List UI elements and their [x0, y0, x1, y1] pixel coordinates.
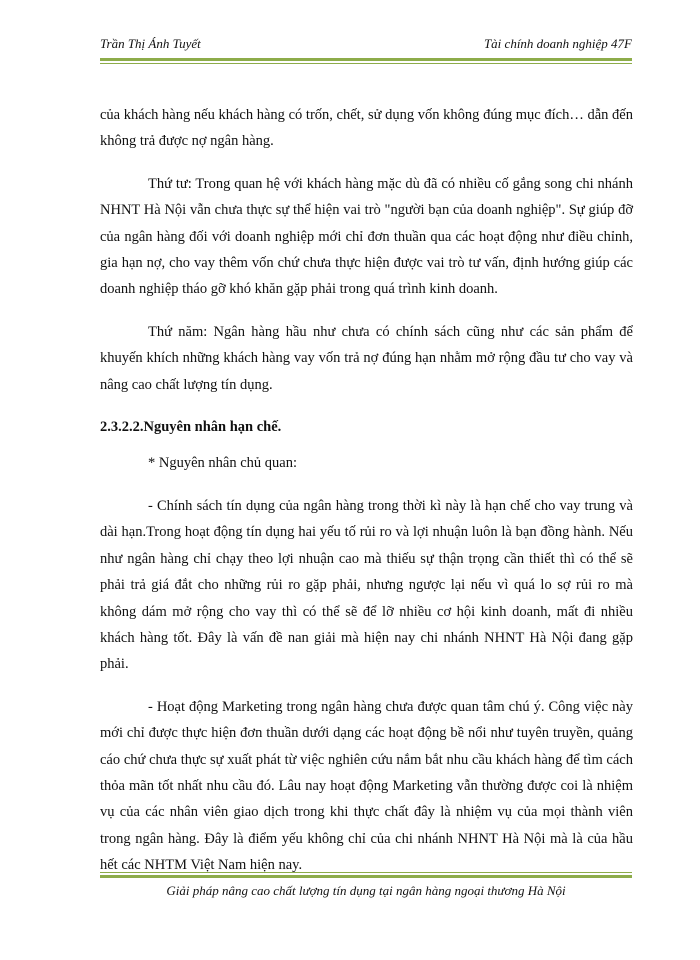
page-body	[100, 102, 633, 895]
header-author: Trần Thị Ánh Tuyết	[100, 36, 201, 51]
paragraph-marketing: - Hoạt động Marketing trong ngân hàng chưa được quan tâm chú ý. Công việc này mới chỉ được thực hiện đơn thuần dưới dạng các hoạt động bề nổi như tuyên truyền, quảng cáo chứ chưa thực sự xuất phát từ việc nghiên cứu nắm bắt nhu cầu khách hàng để tìm cách thỏa mãn tốt nhất nhu cầu đó. Lâu nay hoạt động Marketing vẫn thường được coi là nhiệm vụ của các nhân viên giao dịch trong khi thực chất đây là nhiệm vụ của mọi thành viên trong ngân hàng. Đây là điểm yếu không chỉ của chi nhánh NHNT Hà Nội mà là của hầu hết các NHTM Việt Nam hiện nay.	[100, 698, 633, 874]
header-course: Tài chính doanh nghiệp 47F	[483, 36, 632, 51]
paragraph-fifth: Thứ năm: Ngân hàng hầu như chưa có chính sách cũng như các sản phẩm để khuyến khích những khách hàng vay vốn trả nợ đúng hạn nhằm mở rộng đầu tư cho vay và nâng cao chất lượng tín dụng.	[100, 323, 633, 393]
page-footer: Giải pháp nâng cao chất lượng tín dụng tại ngân hàng ngoại thương Hà Nội	[166, 883, 566, 898]
page-header	[100, 36, 632, 52]
paragraph-fourth: Thứ tư: Trong quan hệ với khách hàng mặc dù đã có nhiều cố gắng song chi nhánh NHNT Hà Nội vẫn chưa thực sự thể hiện vai trò "người bạn của doanh nghiệp". Sự giúp đỡ của ngân hàng đối với doanh nghiệp mới chỉ đơn thuần qua các hoạt động như điều chỉnh, gia hạn nợ, cho vay thêm vốn chứ chưa thực hiện được vai trò tư vấn, định hướng giúp các doanh nghiệp tháo gỡ khó khăn gặp phải trong quá trình kinh doanh.	[100, 175, 633, 298]
paragraph-subjective-causes: * Nguyên nhân chủ quan:	[148, 455, 297, 472]
footer-rule	[100, 872, 632, 878]
header-rule	[100, 58, 632, 64]
paragraph-continuation: của khách hàng nếu khách hàng có trốn, chết, sử dụng vốn không đúng mục đích… dẫn đến không trả được nợ ngân hàng.	[100, 107, 633, 150]
paragraph-credit-policy: - Chính sách tín dụng của ngân hàng trong thời kì này là hạn chế cho vay trung và dài hạn.Trong hoạt động tín dụng hai yếu tố rủi ro và lợi nhuận luôn là bạn đồng hành. Nếu như ngân hàng chỉ chạy theo lợi nhuận cao mà thiếu sự thận trọng cần thiết thì có thể sẽ phải trả giá đắt cho những rủi ro gặp phải, nhưng ngược lại nếu vì quá lo sợ rủi ro mà không dám mở rộng cho vay thì có thể sẽ để lỡ nhiều cơ hội kinh doanh, mất đi nhiều khách hàng tốt. Đây là vấn đề nan giải mà hiện nay chi nhánh NHNT Hà Nội đang gặp phải.	[100, 497, 633, 673]
section-heading: 2.3.2.2.Nguyên nhân hạn chế.	[100, 419, 282, 436]
